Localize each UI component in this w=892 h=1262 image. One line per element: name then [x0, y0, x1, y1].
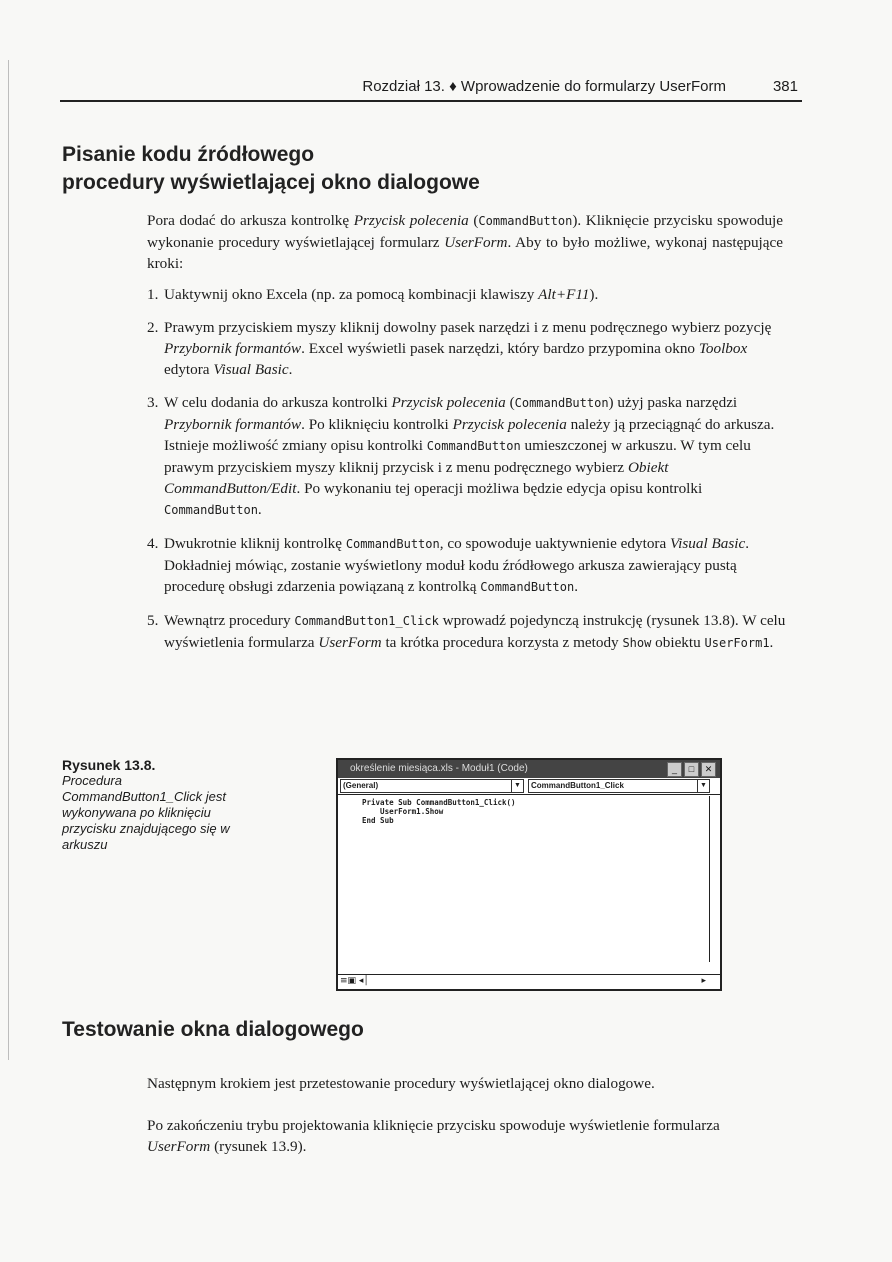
view-toggle-icon[interactable]: ≡▣ ◂│ [340, 976, 369, 986]
text: (rysunek 13.9). [210, 1138, 307, 1155]
emph: Alt+F11 [538, 286, 590, 303]
chevron-down-icon: ▼ [697, 780, 709, 792]
code-term: CommandButton [345, 537, 440, 551]
text: edytora [164, 361, 214, 378]
text: wprowadź pojedynczą instrukcję (rysunek 13.8). W celu wyświetlenia formularza [164, 612, 786, 651]
procedure-dropdown-value: CommandButton1_Click [531, 781, 624, 790]
scroll-right-icon[interactable]: ▸ [701, 976, 706, 986]
code-term: CommandButton1_Click [294, 614, 439, 628]
code-line: End Sub [362, 816, 394, 825]
code-line: Private Sub CommandButton1_Click() [362, 798, 516, 807]
section-heading-line1: Pisanie kodu źródłowego [62, 143, 315, 166]
text: . [257, 501, 262, 518]
code-term: CommandButton [426, 439, 521, 453]
maximize-icon[interactable]: □ [684, 762, 699, 777]
text: ). Kliknięcie przycisku spowoduje wykonanie procedury wyświetlającej formularz [147, 212, 783, 251]
step-2 [147, 317, 787, 380]
text: Uaktywnij okno Excela (np. za pomocą kombinacji klawiszy [164, 286, 539, 303]
code-term: UserForm1 [704, 636, 770, 650]
vbe-code-window [336, 758, 722, 991]
chevron-down-icon: ▼ [511, 780, 523, 792]
text: ( [505, 394, 515, 411]
emph: UserForm [147, 1138, 211, 1155]
section-heading-line2: procedury wyświetlającej okno dialogowe [62, 171, 480, 194]
text: . Po kliknięciu kontrolki [301, 416, 453, 433]
step-number: 3. [147, 394, 159, 411]
steps-list [147, 284, 787, 666]
vertical-scrollbar[interactable] [709, 796, 720, 962]
running-header [60, 74, 802, 102]
chapter-title: Rozdział 13. ♦ Wprowadzenie do formularzy UserForm [362, 78, 726, 95]
text: W celu dodania do arkusza kontrolki [164, 394, 392, 411]
code-term: CommandButton [514, 396, 609, 410]
text: Pora dodać do arkusza kontrolkę [147, 212, 354, 229]
figure-caption [62, 757, 252, 853]
emph: UserForm [444, 234, 508, 251]
text: . Excel wyświetli pasek narzędzi, który bardzo przypomina okno [301, 340, 699, 357]
text: należy ją przeciągnąć do arkusza. Istnieje możliwość zmiany opisu kontrolki [164, 416, 775, 454]
emph: Przycisk polecenia [452, 416, 567, 433]
paragraph-next-step: Następnym krokiem jest przetestowanie procedury wyświetlającej okno dialogowe. [147, 1075, 655, 1092]
code-line: UserForm1.Show [362, 807, 444, 816]
text: Wewnątrz procedury [164, 612, 295, 629]
emph: UserForm [318, 634, 382, 651]
text: . [288, 361, 293, 378]
text: ). [589, 286, 599, 303]
step-4 [147, 533, 787, 598]
emph: Przybornik formantów [164, 416, 302, 433]
section2-heading: Testowanie okna dialogowego [62, 1018, 364, 1041]
emph: Toolbox [698, 340, 748, 357]
intro-paragraph [147, 210, 783, 274]
text: . [574, 578, 578, 595]
caption-description: Procedura CommandButton1_Click jest wykonywana po kliknięciu przycisku znajdującego się w arkuszu [62, 773, 230, 852]
emph: Visual Basic [670, 535, 746, 552]
step-5 [147, 610, 787, 654]
text: ) użyj paska narzędzi [608, 394, 738, 411]
step-number: 5. [147, 612, 159, 629]
procedure-dropdown[interactable] [528, 779, 710, 793]
horizontal-scrollbar[interactable] [338, 974, 720, 989]
text: Dwukrotnie kliknij kontrolkę [164, 535, 346, 552]
dropdown-row [338, 778, 720, 795]
emph: Przycisk polecenia [353, 212, 469, 229]
text: ta krótka procedura korzysta z metody [381, 634, 623, 651]
code-editor[interactable] [362, 798, 516, 825]
text: Po zakończeniu trybu projektowania kliknięcie przycisku spowoduje wyświetlenie formularza [147, 1117, 720, 1134]
margin-line [8, 60, 9, 1060]
emph: Visual Basic [213, 361, 289, 378]
emph: Przybornik formantów [164, 340, 302, 357]
code-term: Show [622, 636, 652, 650]
text: obiektu [651, 634, 705, 651]
text: umieszczonej w arkuszu. W tym celu prawym przyciskiem myszy kliknij przycisk i z menu podręcznego wybierz [164, 437, 751, 476]
code-term: CommandButton [478, 214, 573, 228]
window-title: określenie miesiąca.xls - Moduł1 (Code) [350, 763, 528, 774]
object-dropdown[interactable] [340, 779, 524, 793]
step-3 [147, 392, 787, 521]
text: . Aby to było możliwe, wykonaj następujące kroki: [147, 234, 783, 272]
code-term: CommandButton [164, 503, 258, 517]
emph: Przycisk polecenia [391, 394, 506, 411]
window-controls [667, 762, 716, 777]
text: ( [468, 212, 479, 229]
step-1 [147, 284, 787, 305]
caption-title: Rysunek 13.8. [62, 757, 156, 773]
object-dropdown-value: (General) [343, 781, 379, 790]
step-number: 2. [147, 319, 159, 336]
text: . Dokładniej mówiąc, zostanie wyświetlony moduł kodu źródłowego arkusza zawierający pustą procedurę obsługi zdarzenia powiązaną z kontrolką [164, 535, 750, 595]
code-term: CommandButton [480, 580, 575, 594]
paragraph-final [147, 1115, 783, 1157]
step-number: 4. [147, 535, 159, 552]
minimize-icon[interactable]: _ [667, 762, 682, 777]
text: , co spowoduje uaktywnienie edytora [439, 535, 671, 552]
text: . Po wykonaniu tej operacji możliwa będzie edycja opisu kontrolki [296, 480, 703, 497]
close-icon[interactable]: ✕ [701, 762, 716, 777]
text: . [769, 634, 774, 651]
section-heading [62, 141, 480, 197]
emph: Obiekt CommandButton/Edit [164, 459, 669, 497]
text: Prawym przyciskiem myszy kliknij dowolny pasek narzędzi i z menu podręcznego wybierz pozycję [164, 319, 772, 336]
step-number: 1. [147, 286, 159, 303]
page-number: 381 [772, 78, 798, 95]
window-titlebar [338, 760, 720, 778]
